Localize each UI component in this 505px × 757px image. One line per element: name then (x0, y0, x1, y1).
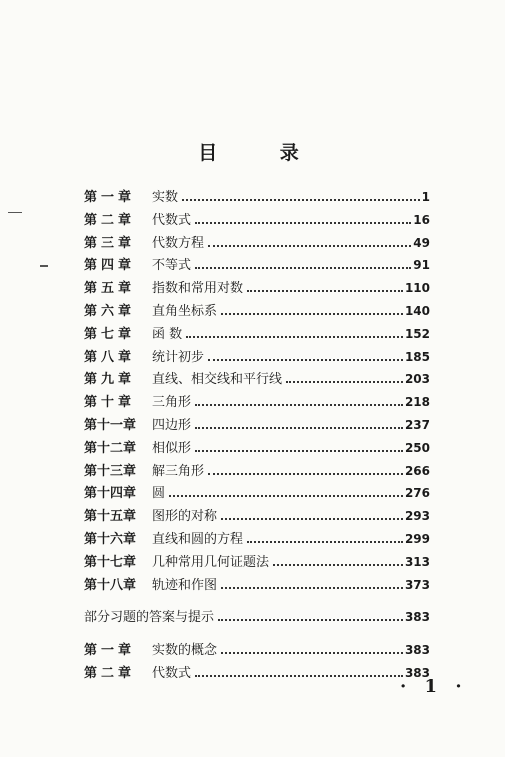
chapter-page: 373 (404, 577, 430, 592)
dot-leader (273, 564, 403, 566)
chapter-page: 16 (413, 212, 430, 227)
dot-leader (195, 427, 403, 429)
chapter-page: 383 (404, 643, 430, 658)
chapter-list (84, 186, 430, 596)
dot-leader (186, 336, 403, 338)
section-gap (84, 596, 430, 606)
chapter-title: 统计初步 (152, 349, 205, 365)
chapter-number: 第十四章 (84, 486, 137, 502)
dot-leader (182, 199, 420, 201)
chapter-title: 实数 (152, 190, 179, 205)
chapter-page: 266 (404, 463, 430, 478)
chapter-page: 91 (413, 258, 430, 273)
chapter-title: 直线和圆的方程 (152, 531, 244, 547)
chapter-page: 299 (404, 531, 430, 546)
dot-leader (221, 652, 403, 654)
chapter-title: 四边形 (152, 417, 192, 433)
chapter-number: 第五章 (84, 281, 136, 297)
dot-leader (247, 290, 403, 292)
dot-leader (208, 473, 403, 475)
chapter-number: 第十六章 (84, 531, 137, 547)
chapter-page: 185 (404, 349, 430, 364)
toc-entry[interactable] (84, 528, 430, 551)
entry-title: 部分习题的答案与提示 (84, 610, 215, 626)
dot-leader (218, 619, 403, 621)
toc-entry[interactable] (84, 209, 430, 232)
dot-leader (286, 381, 403, 383)
entry-page: 383 (404, 610, 430, 625)
toc-entry[interactable] (84, 639, 430, 662)
toc-entry[interactable] (84, 414, 430, 437)
chapter-page: 250 (404, 440, 430, 455)
page-number: · 1 · (400, 676, 468, 697)
dot-leader (195, 675, 403, 677)
toc-entry[interactable] (84, 551, 430, 574)
chapter-number: 第十八章 (84, 577, 137, 593)
chapter-number: 第一章 (84, 190, 136, 205)
toc-entry[interactable] (84, 323, 430, 346)
chapter-number: 第十章 (84, 395, 136, 411)
chapter-number: 第四章 (84, 258, 136, 274)
toc-entry[interactable] (84, 346, 430, 369)
toc-entry[interactable] (84, 391, 430, 414)
chapter-page: 140 (404, 303, 430, 318)
chapter-number: 第六章 (84, 303, 136, 319)
toc-entry[interactable] (84, 574, 430, 597)
section-gap (84, 629, 430, 639)
chapter-title: 代数式 (152, 212, 192, 228)
chapter-page: 276 (404, 486, 430, 501)
toc-entry[interactable] (84, 505, 430, 528)
toc-entry[interactable] (84, 300, 430, 323)
toc-entry[interactable] (84, 186, 430, 209)
chapter-page: 203 (404, 372, 430, 387)
dot-leader (195, 404, 403, 406)
table-of-contents (84, 186, 430, 685)
chapter-number: 第二章 (84, 665, 136, 681)
chapter-title: 实数的概念 (152, 643, 218, 659)
scan-mark (8, 212, 22, 213)
scan-mark (40, 265, 48, 267)
chapter-title: 直角坐标系 (152, 303, 218, 319)
toc-entry[interactable] (84, 460, 430, 483)
toc-entry[interactable] (84, 254, 430, 277)
dot-leader (221, 313, 403, 315)
chapter-page: 49 (413, 235, 430, 250)
chapter-title: 相似形 (152, 440, 192, 456)
chapter-title: 不等式 (152, 258, 192, 274)
chapter-number: 第二章 (84, 212, 136, 228)
chapter-number: 第一章 (84, 643, 136, 659)
dot-leader (195, 267, 411, 269)
toc-entry[interactable] (84, 368, 430, 391)
dot-leader (221, 518, 403, 520)
chapter-number: 第十二章 (84, 440, 137, 456)
dot-leader (221, 587, 403, 589)
chapter-title: 指数和常用对数 (152, 281, 244, 297)
toc-entry[interactable] (84, 277, 430, 300)
chapter-title: 代数式 (152, 665, 192, 681)
toc-entry[interactable] (84, 232, 430, 255)
chapter-title: 图形的对称 (152, 509, 218, 525)
chapter-page: 237 (404, 417, 430, 432)
chapter-title: 轨迹和作图 (152, 577, 218, 593)
dot-leader (208, 359, 403, 361)
dot-leader (247, 541, 403, 543)
chapter-title: 函 数 (152, 326, 183, 342)
chapter-title: 三角形 (152, 395, 192, 411)
chapter-title: 圆 (152, 486, 166, 502)
chapter-page: 1 (421, 190, 430, 204)
chapter-number: 第十一章 (84, 417, 137, 433)
chapter-title: 几种常用几何证题法 (152, 554, 270, 570)
dot-leader (195, 450, 403, 452)
chapter-page: 383 (404, 665, 430, 680)
page-title: 目 录 (198, 142, 327, 164)
chapter-number: 第十五章 (84, 509, 137, 525)
answer-chapter-list (84, 639, 430, 685)
chapter-number: 第十三章 (84, 463, 137, 479)
chapter-number: 第十七章 (84, 554, 137, 570)
dot-leader (195, 222, 411, 224)
chapter-page: 110 (404, 281, 430, 296)
chapter-title: 直线、相交线和平行线 (152, 372, 283, 388)
chapter-page: 313 (404, 554, 430, 569)
chapter-title: 解三角形 (152, 463, 205, 479)
dot-leader (169, 495, 403, 497)
toc-entry-answers[interactable] (84, 606, 430, 629)
toc-entry[interactable] (84, 662, 430, 685)
chapter-page: 218 (404, 395, 430, 410)
chapter-number: 第七章 (84, 326, 136, 342)
chapter-page: 293 (404, 509, 430, 524)
chapter-number: 第三章 (84, 235, 136, 251)
chapter-page: 152 (404, 326, 430, 341)
toc-entry[interactable] (84, 482, 430, 505)
chapter-title: 代数方程 (152, 235, 205, 251)
chapter-number: 第九章 (84, 372, 136, 388)
chapter-number: 第八章 (84, 349, 136, 365)
dot-leader (208, 245, 411, 247)
toc-entry[interactable] (84, 437, 430, 460)
